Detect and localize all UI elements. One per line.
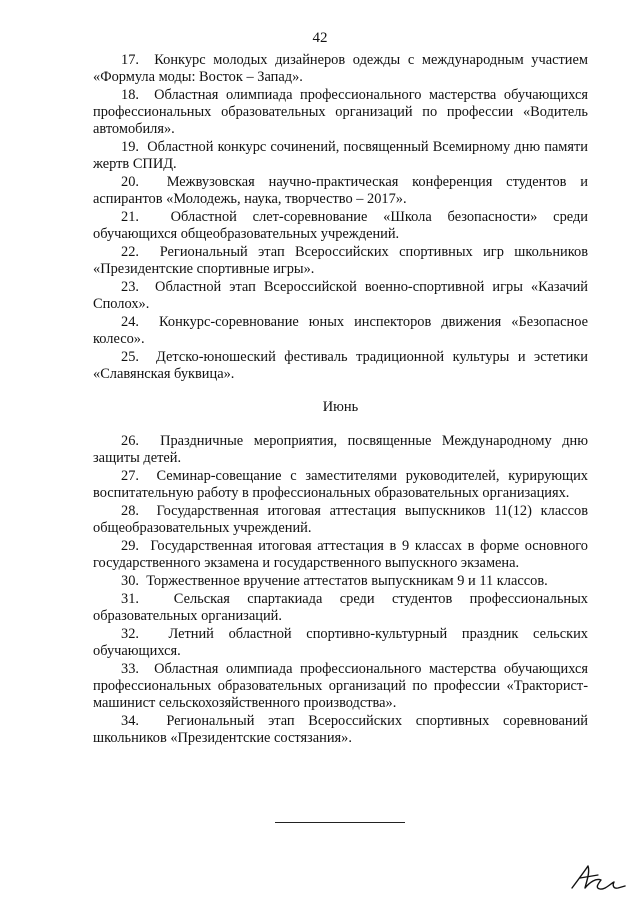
item-text: Областной слет-соревнование «Школа безопасности» среди обучающихся общеобразовательных учреждений. — [93, 209, 588, 242]
item-number: 17. — [121, 52, 139, 68]
list-item — [93, 713, 588, 747]
item-text: Областной конкурс сочинений, посвященный Всемирному дню памяти жертв СПИД. — [93, 139, 588, 172]
item-number: 25. — [121, 349, 139, 365]
list-item — [93, 591, 588, 625]
item-text: Областной этап Всероссийской военно-спортивной игры «Казачий Сполох». — [93, 279, 589, 312]
list-item — [93, 538, 588, 572]
list-item — [93, 503, 588, 537]
item-number: 23. — [121, 279, 139, 295]
list-item — [93, 626, 588, 660]
item-number: 33. — [121, 661, 139, 677]
list-item — [93, 244, 588, 278]
item-number: 27. — [121, 468, 139, 484]
end-divider-line — [275, 822, 405, 823]
handwritten-signature — [568, 858, 628, 898]
item-number: 31. — [121, 591, 139, 607]
list-item — [93, 52, 588, 86]
page-number: 42 — [312, 30, 328, 46]
item-text: Конкурс молодых дизайнеров одежды с международным участием «Формула моды: Восток – Запад». — [93, 52, 588, 85]
list-item — [93, 279, 588, 313]
item-text: Государственная итоговая аттестация выпускников 11(12) классов общеобразовательных учреждений. — [93, 503, 588, 536]
list-item — [93, 661, 588, 712]
item-text: Летний областной спортивно-культурный праздник сельских обучающихся. — [93, 626, 588, 659]
item-text: Областная олимпиада профессионального мастерства обучающихся профессиональных образовательных организаций по профессии «Тракторист-машинист сельскохозяйственного производства». — [93, 661, 588, 711]
section-heading-june: Июнь — [322, 399, 359, 415]
list-item — [93, 314, 588, 348]
item-text: Областная олимпиада профессионального мастерства обучающихся профессиональных образовательных организаций по профессии «Водитель автомобиля». — [93, 87, 588, 137]
item-number: 24. — [121, 314, 139, 330]
list-item — [93, 349, 588, 383]
item-number: 21. — [121, 209, 139, 225]
list-item — [93, 433, 588, 467]
item-text: Сельская спартакиада среди студентов профессиональных образовательных организаций. — [93, 591, 588, 624]
item-number: 22. — [121, 244, 139, 260]
item-text: Праздничные мероприятия, посвященные Международному дню защиты детей. — [93, 433, 588, 466]
list-item — [93, 209, 588, 243]
item-number: 18. — [121, 87, 139, 103]
item-number: 26. — [121, 433, 139, 449]
item-text: Региональный этап Всероссийских спортивных игр школьников «Президентские спортивные игры». — [93, 244, 588, 277]
list-item — [93, 573, 588, 590]
list-item — [93, 468, 588, 502]
item-number: 34. — [121, 713, 139, 729]
item-number: 28. — [121, 503, 139, 519]
item-text: Межвузовская научно-практическая конференция студентов и аспирантов «Молодежь, наука, творчество – 2017». — [93, 174, 588, 207]
item-text: Семинар-совещание с заместителями руководителей, курирующих воспитательную работу в профессиональных образовательных организациях. — [93, 468, 588, 501]
list-item — [93, 174, 588, 208]
item-text: Конкурс-соревнование юных инспекторов движения «Безопасное колесо». — [93, 314, 589, 347]
item-text: Детско-юношеский фестиваль традиционной культуры и эстетики «Славянская буквица». — [93, 349, 588, 382]
item-number: 32. — [121, 626, 139, 642]
document-body — [93, 52, 588, 748]
item-text: Торжественное вручение аттестатов выпускникам 9 и 11 классов. — [146, 573, 548, 589]
item-number: 20. — [121, 174, 139, 190]
item-number: 29. — [121, 538, 139, 554]
list-item — [93, 139, 588, 173]
item-text: Государственная итоговая аттестация в 9 классах в форме основного государственного экзамена и государственного выпускного экзамена. — [93, 538, 589, 571]
item-number: 30. — [121, 573, 139, 589]
item-text: Региональный этап Всероссийских спортивных соревнований школьников «Президентские состязания». — [93, 713, 588, 746]
item-number: 19. — [121, 139, 139, 155]
list-item — [93, 87, 588, 138]
